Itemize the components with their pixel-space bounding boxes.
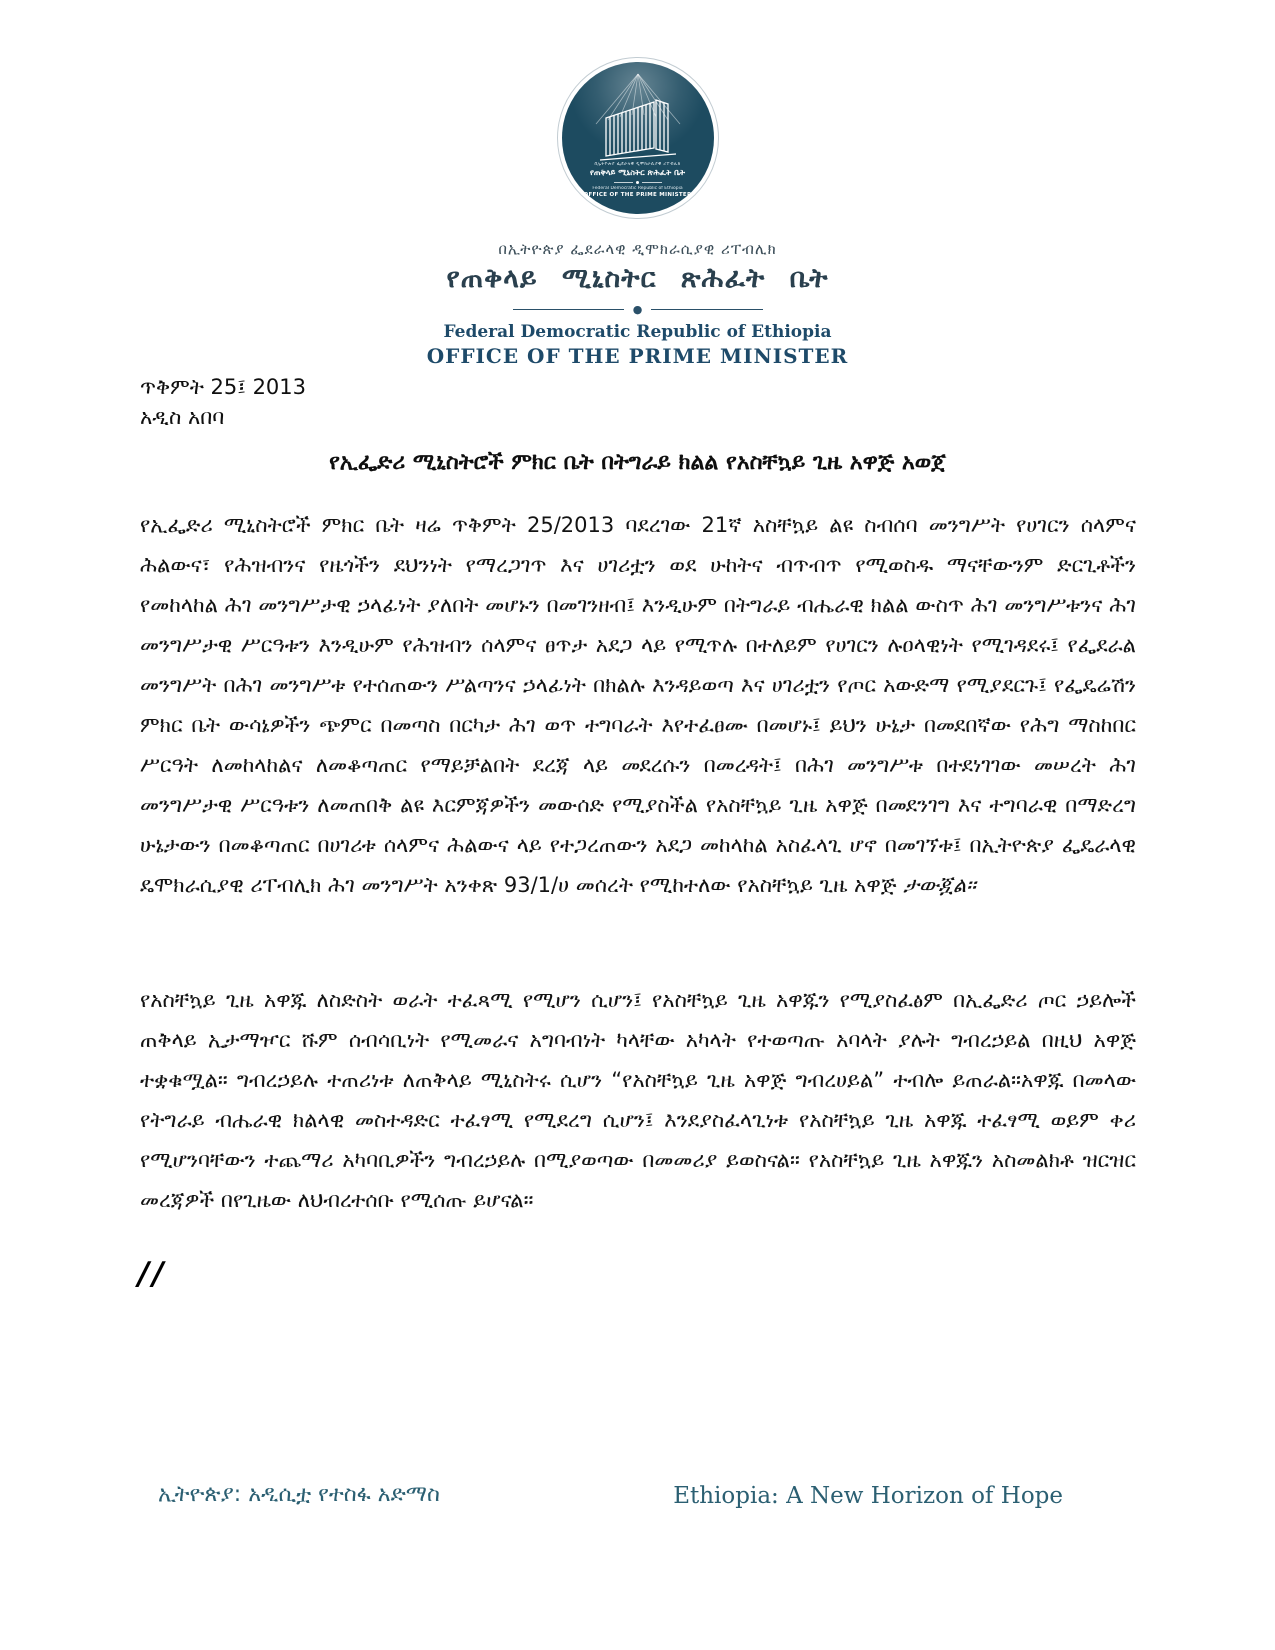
letterhead-english-office: OFFICE OF THE PRIME MINISTER	[426, 344, 849, 368]
paragraph1-italic-ending: ታውጇል።	[903, 873, 976, 897]
seal-divider	[614, 181, 662, 184]
divider-line-left	[513, 309, 624, 310]
paragraph-implementation: የአስቸኳይ ጊዜ አዋጁ ለስድስት ወራት ተፈጻሚ የሚሆን ሲሆን፤ የአስቸኳይ ጊዜ አዋጁን የሚያስፈፅም በኢፌድሪ ጦር ኃይሎች ጠቅላይ ኢታማዦር ሹም ሰብሳቢነት የሚመራና አግባብነት ካላቸው አካላት የተወጣጡ አባላት ያሉት ግብረኃይል በዚህ አዋጅ ተቋቁሟል። ግብረኃይሉ ተጠሪነቱ ለጠቅላይ ሚኒስትሩ ሲሆን “የአስቸኳይ ጊዜ አዋጅ ግብረሀይል” ተብሎ ይጠራል።አዋጁ በመላው የትግራይ ብሔራዊ ክልላዊ መስተዳድር ተፈፃሚ የሚደረግ ሲሆን፤ እንደያስፈላጊነቱ የአስቸኳይ ጊዜ አዋጁ ተፈፃሚ ወይም ቀሪ የሚሆንባቸውን ተጨማሪ አካባቢዎችን ግብረኃይሉ በሚያወጣው በመመሪያ ይወስናል። የአስቸኳይ ጊዜ አዋጁን አስመልክቶ ዝርዝር መረጃዎች በየጊዜው ለህብረተሰቡ የሚሰጡ ይሆናል።	[140, 988, 1136, 1212]
seal-divider-line-left	[614, 182, 634, 183]
letterhead-amharic-office: የጠቅላይ ሚኒስትር ጽሕፈት ቤት	[446, 263, 829, 294]
divider-line-right	[651, 309, 762, 310]
divider-dot: ●	[632, 303, 643, 316]
footer-motto-amharic: ኢትዮጵያ: አዲሲቷ የተስፋ አድማስ	[158, 1482, 440, 1507]
seal-english-line2: OFFICE OF THE PRIME MINISTER	[583, 192, 692, 198]
letterhead-english-republic: Federal Democratic Republic of Ethiopia	[443, 322, 832, 342]
seal-amharic-large: የጠቅላይ ሚኒስትር ጽሕፈት ቤት	[589, 168, 686, 177]
letterhead-amharic-republic: በኢትዮጵያ ፌደራላዊ ዲሞክራሲያዊ ሪፐብሊክ	[498, 240, 777, 258]
seal-amharic-small: በኢትዮጵያ ፌደራላዊ ዲሞክራሲያዊ ሪፐብሊክ	[594, 162, 681, 167]
date-place-block	[140, 372, 306, 433]
paragraph-proclamation	[140, 505, 1136, 905]
seal-divider-line-right	[642, 182, 662, 183]
city-line: አዲስ አበባ	[140, 405, 225, 430]
date-line: ጥቅምት 25፤ 2013	[140, 375, 307, 399]
letterhead	[0, 62, 1275, 368]
end-of-text-mark: //	[138, 1256, 167, 1292]
footer-motto-english: Ethiopia: A New Horizon of Hope	[673, 1483, 1063, 1509]
seal-english-line1: Federal Democratic Republic of Ethiopia	[592, 186, 683, 191]
seal-divider-dot	[636, 181, 639, 184]
paragraph1-text: የኢፌድሪ ሚኒስትሮች ምክር ቤት ዛሬ ጥቅምት 25/2013 ባደረገው 21ኛ አስቸኳይ ልዩ ስብሰባ መንግሥት የሀገርን ሰላምና ሕልውና፣ የሕዝብንና የዜጎችን ደህንነት የማረጋገጥ እና ሀገሪቷን ወደ ሁከትና ብጥብጥ የሚወስዱ ማናቸውንም ድርጊቶችን የመከላከል ሕገ መንግሥታዊ ኃላፊነት ያለበት መሆኑን በመገንዘብ፤ እንዲሁም በትግራይ ብሔራዊ ክልል ውስጥ ሕገ መንግሥቱንና ሕገ መንግሥታዊ ሥርዓቱን እንዲሁም የሕዝብን ሰላምና ፀጥታ አደጋ ላይ የሚጥሉ በተለይም የሀገርን ሉዐላዊነት የሚገዳደሩ፤ የፌደራል መንግሥት በሕገ መንግሥቱ የተሰጠውን ሥልጣንና ኃላፊነት በክልሉ እንዳይወጣ እና ሀገሪቷን የጦር አውድማ የሚያደርጉ፤ የፌዴሬሽን ምክር ቤት ውሳኔዎችን ጭምር በመጣስ በርካታ ሕገ ወጥ ተግባራት እየተፈፀሙ በመሆኑ፤ ይህን ሁኔታ በመደበኛው የሕግ ማስከበር ሥርዓት ለመከላከልና ለመቆጣጠር የማይቻልበት ደረጃ ላይ መደረሱን በመረዳት፤ በሕገ መንግሥቱ በተደነገገው መሠረት ሕገ መንግሥታዊ ሥርዓቱን ለመጠበቅ ልዩ እርምጃዎችን መውሰድ የሚያስችል የአስቸኳይ ጊዜ አዋጅ በመደንገግ እና ተግባራዊ በማድረግ ሁኔታውን በመቆጣጠር በሀገሪቱ ሰላምና ሕልውና ላይ የተጋረጠውን አደጋ መከላከል አስፈላጊ ሆኖ በመገኘቱ፤ በኢትዮጵያ ፌዴራላዊ ዴሞክራሲያዊ ሪፐብሊክ ሕገ መንግሥት አንቀጽ 93/1/ሀ መሰረት የሚከተለው የአስቸኳይ ጊዜ አዋጅ	[140, 513, 1136, 897]
letterhead-divider	[513, 304, 763, 315]
pm-office-seal-logo	[562, 62, 714, 214]
letter-title: የኢፌድሪ ሚኒስትሮች ምክር ቤት በትግራይ ክልል የአስቸኳይ ጊዜ አዋጅ አወጀ	[329, 450, 946, 475]
